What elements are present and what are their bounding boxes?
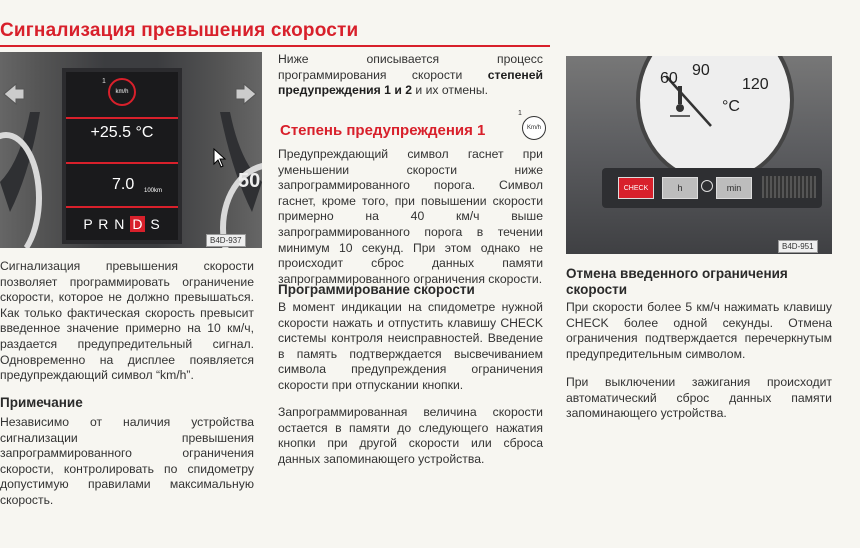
level1-superscript: 1 xyxy=(518,110,522,117)
consumption-unit: 100km xyxy=(144,188,163,194)
display-grille xyxy=(762,176,816,198)
clock-icon xyxy=(701,180,713,192)
speed-warning-icon xyxy=(108,78,136,106)
badge-superscript: 1 xyxy=(102,78,106,85)
display-divider xyxy=(66,206,178,208)
mid-intro xyxy=(278,52,543,99)
badge-unit: km/h xyxy=(115,89,129,95)
heading-programming: Программирование скорости xyxy=(278,282,475,297)
consumption-value: 7.0 xyxy=(112,176,135,193)
page-title: Сигнализация превышения скорости xyxy=(0,20,359,41)
intro-text-end: и их отмены. xyxy=(415,83,488,98)
right-arrow-icon xyxy=(236,84,256,104)
gauge-tick-60: 60 xyxy=(660,70,678,87)
display-divider xyxy=(66,117,178,119)
heading-note: Примечание xyxy=(0,395,83,410)
title-rule xyxy=(0,45,550,47)
temperature-value: +25.5 °C xyxy=(90,124,154,141)
check-button[interactable] xyxy=(618,177,654,199)
check-button-label: CHECK xyxy=(623,184,649,192)
hour-button-label: h xyxy=(677,183,683,193)
temperature-row xyxy=(66,124,178,164)
gauge-needle xyxy=(566,56,832,254)
hour-button[interactable] xyxy=(662,177,698,199)
left-para-1: Сигнализация превышения скорости позволяет программировать ограничение скорости, которое не должно превышаться. Как только фактическая скорость превысит введенное значение примерно на 10 км/ч, раздается предупредительный сигнал. Одновременно на дисплее появляется предупреждающий символ “km/h”. xyxy=(0,259,254,383)
left-para-2: Независимо от наличия устройства сигнализации превышения запрограммированного ограничения скорости, контролировать по спидометру допустимую правилами максимальную скорость. xyxy=(0,415,254,507)
figure-label: B4D-937 xyxy=(206,234,246,247)
display-divider xyxy=(66,162,178,164)
kmh-icon-label: Km/h xyxy=(526,125,541,131)
figure-label: B4D-951 xyxy=(778,240,818,253)
level1-heading-row xyxy=(280,110,548,144)
speedo-scale-50: 50 xyxy=(238,170,261,192)
minute-button-label: min xyxy=(726,183,742,193)
speed-warning-row xyxy=(66,72,178,117)
consumption-row xyxy=(66,176,178,210)
multifunction-display xyxy=(62,68,182,244)
mid-para-prog-1: В момент индикации на спидометре нужной скорости нажать и отпустить клавишу CHECK системы контроля неисправностей. Введение в память подтверждается высвечиванием символа предупреждения ограничения скорости при отпускании кнопки. xyxy=(278,300,543,392)
heading-cancel: Отмена введенного ограничения скорости xyxy=(566,266,788,297)
gauge-unit: °C xyxy=(722,98,740,115)
gear-row xyxy=(66,216,178,236)
right-para-2: При выключении зажигания происходит автоматический сброс данных памяти запоминающего устройства. xyxy=(566,375,832,421)
mid-para-prog-2: Запрограммированная величина скорости остается в памяти до следующего нажатия кнопки при другой скорости или сброса данных запоминающего устройства. xyxy=(278,405,543,466)
gear-indicator: P R N D S xyxy=(83,216,161,232)
heading-level-1: Степень предупреждения 1 xyxy=(280,122,486,139)
intro-bold: степеней предупреждения 1 и 2 xyxy=(278,67,543,98)
left-arrow-icon xyxy=(4,84,24,104)
figure-right xyxy=(566,56,832,254)
mouse-cursor-icon xyxy=(213,148,227,168)
mid-para-level1: Предупреждающий символ гаснет при уменьшении скорости ниже запрограммированного порога. Символ гаснет, кроме того, при повышении скорости примерно на 40 км/ч выше запрограммированного порога в течении минимум 10 секунд. При этом однако не происходит сброс данных памяти запрограммированного ограничения скорости. xyxy=(278,147,543,286)
right-para-1: При скорости более 5 км/ч нажимать клавишу CHECK более одной секунды. Отмена ограничения подтверждается перечеркнутым предупредительным символом. xyxy=(566,300,832,361)
minute-button[interactable] xyxy=(716,177,752,199)
intro-text: Ниже описывается процесс программирования скорости xyxy=(278,52,543,82)
gauge-tick-90: 90 xyxy=(692,62,710,79)
kmh-warning-icon xyxy=(522,116,546,140)
gauge-tick-120: 120 xyxy=(742,76,769,93)
